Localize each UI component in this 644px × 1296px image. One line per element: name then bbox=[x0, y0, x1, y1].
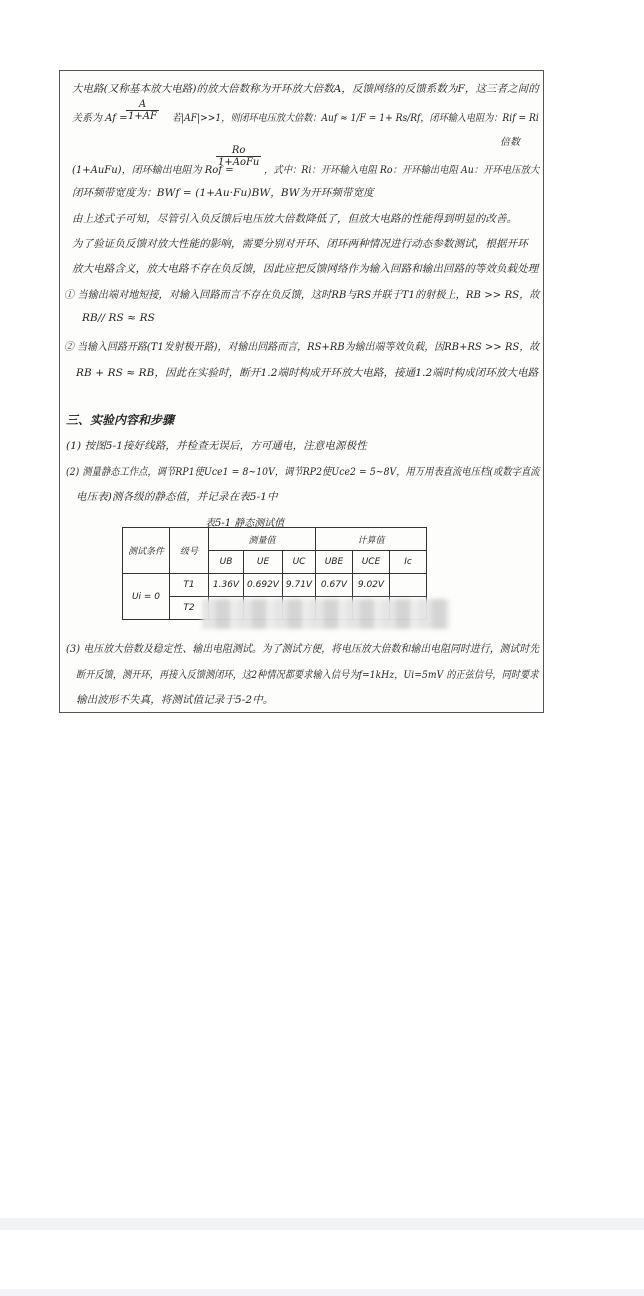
text-line-13: ② 当输入回路开路(T1发射极开路)，对输出回路而言，RS+RB为输出端等效负载，因RB+RS >> RS，故 bbox=[64, 341, 540, 353]
fraction-af bbox=[126, 99, 159, 122]
fraction-rof bbox=[216, 145, 261, 168]
cell-value: 9.71V bbox=[283, 574, 316, 597]
redaction-blur bbox=[202, 599, 450, 629]
step-3-line-1: (3) 电压放大倍数及稳定性、输出电阻测试。为了测试方便，将电压放大倍数和输出电阻同时进行，测试时先 bbox=[66, 643, 540, 655]
fraction-af-numerator: A bbox=[126, 99, 159, 111]
step-1: (1) 按图5-1接好线路，并检查无误后，方可通电，注意电源极性 bbox=[66, 440, 367, 452]
cell-value bbox=[390, 574, 427, 597]
subheader-ue: UE bbox=[244, 551, 283, 574]
step-2: (2) 测量静态工作点，调节RP1使Uce1 = 8~10V，调节RP2使Uce2 = 5~8V，用万用表直流电压档(或数字直流 bbox=[66, 466, 540, 478]
header-calculated: 计算值 bbox=[316, 528, 427, 551]
text-line-8: 由上述式子可知，尽管引入负反馈后电压放大倍数降低了，但放大电路的性能得到明显的改善。 bbox=[72, 213, 518, 225]
scanned-page bbox=[59, 70, 544, 713]
row-stage: T1 bbox=[170, 574, 209, 597]
text-line-14: RB + RS ≈ RB，因此在实验时，断开1.2端时构成开环放大电路，接通1.2端时构成闭环放大电路 bbox=[76, 367, 539, 379]
step-3-line-2: 断开反馈，测开环，再接入反馈测闭环，这2种情况都要求输入信号为f=1kHz，Ui=5mV 的正弦信号，同时要求 bbox=[76, 669, 539, 681]
text-line-11: ① 当输出端对地短接，对输入回路而言不存在负反馈，这时RB与RS并联于T1的射极上，RB >> RS，故 bbox=[64, 289, 540, 301]
cell-value: 0.692V bbox=[244, 574, 283, 597]
bottom-divider-2 bbox=[0, 1289, 644, 1296]
fraction-rof-denominator: 1+AoFu bbox=[218, 157, 260, 168]
header-condition: 测试条件 bbox=[123, 528, 170, 574]
condition-value: Ui = 0 bbox=[123, 574, 170, 620]
bottom-divider bbox=[0, 1218, 644, 1230]
row-stage: T2 bbox=[170, 597, 209, 620]
subheader-uce: UCE bbox=[353, 551, 390, 574]
header-stage: 级号 bbox=[170, 528, 209, 574]
text-line-2: 关系为 Af = bbox=[72, 113, 128, 124]
fraction-af-denominator: 1+AF bbox=[128, 111, 157, 122]
text-line-12: RB// RS ≈ RS bbox=[82, 312, 155, 324]
cell-value: 0.67V bbox=[316, 574, 353, 597]
text-line-1: 大电路(又称基本放大电路)的放大倍数称为开环放大倍数A，反馈网络的反馈系数为F，这三者之间的 bbox=[72, 83, 539, 95]
fraction-rof-numerator: Ro bbox=[216, 145, 261, 157]
table-row bbox=[123, 574, 427, 597]
text-line-5: (1+AuFu)，闭环输出电阻为 Rof = bbox=[72, 165, 234, 176]
subheader-ic: Ic bbox=[390, 551, 427, 574]
text-line-6: ，式中：Ri：开环输入电阻 Ro：开环输出电阻 Au：开环电压放大 bbox=[264, 165, 540, 176]
subheader-uc: UC bbox=[283, 551, 316, 574]
subheader-ube: UBE bbox=[316, 551, 353, 574]
text-line-7: 闭环频带宽度为：BWf = (1+Au·Fu)BW，BW为开环频带宽度 bbox=[72, 187, 374, 199]
step-2-cont: 电压表)测各级的静态值，并记录在表5-1中 bbox=[76, 491, 278, 503]
cell-value: 1.36V bbox=[209, 574, 244, 597]
text-line-4: 倍数 bbox=[500, 137, 520, 148]
header-measured: 测量值 bbox=[209, 528, 316, 551]
cell-value: 9.02V bbox=[353, 574, 390, 597]
subheader-ub: UB bbox=[209, 551, 244, 574]
table-caption: 表5-1 静态测试值 bbox=[205, 518, 285, 529]
text-line-9: 为了验证负反馈对放大性能的影响，需要分别对开环、闭环两种情况进行动态参数测试，根据开环 bbox=[72, 238, 528, 250]
text-line-10: 放大电路含义，放大电路不存在负反馈，因此应把反馈网络作为输入回路和输出回路的等效负载处理 bbox=[72, 263, 539, 275]
step-3-line-3: 输出波形不失真，将测试值记录于5-2中。 bbox=[76, 694, 274, 706]
section-title: 三、实验内容和步骤 bbox=[66, 413, 175, 427]
text-line-3: 若|AF|>>1，则闭环电压放大倍数：Auf ≈ 1/F = 1+ Rs/Rf，闭环输入电阻为：Rif = Ri bbox=[172, 113, 539, 124]
